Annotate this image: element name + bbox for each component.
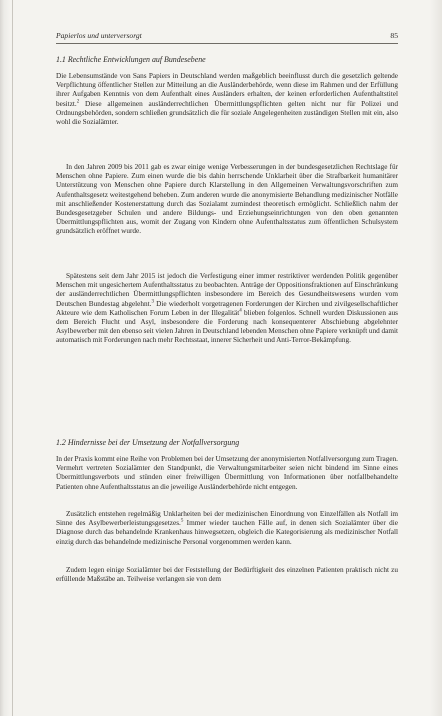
- paragraph-3-text-c: blieben folgenlos. Schnell wurden Diskussionen aus dem Bereich Flucht und Asyl, insbesondere die Forderung nach konsequenterer Abschiebung abgelehnter Asylbewerber mit den ebenso seit vielen Jahren in Deutschland lebenden Menschen ohne Papiere verknüpft und damit automatisch mit Forderungen nach mehr Rechtsstaat, innerer Sicherheit und Anti-Terror-Bekämpfung.: [56, 308, 398, 345]
- paragraph-5-text-a: Zusätzlich entstehen regelmäßig Unklarheiten bei der medizinischen Einordnung von Einzelfällen als Notfall im Sinne des Asylbewerberleistungsgesetzes.: [56, 510, 398, 528]
- header-rule: [56, 43, 398, 44]
- paragraph-3: [56, 272, 398, 346]
- paragraph-3-text-a: Spätestens seit dem Jahr 2015 ist jedoch die Verfestigung einer immer restriktiver werdenden Politik gegenüber Menschen mit ungesichertem Aufenthaltsstatus zu beobachten. Anträge der Oppositionsfraktionen auf Einschränkung der ausländerrechtlichen Übermittlungspflichten insbesondere im Bereich des Gesundheitswesens wurden vom Deutschen Bundestag abgelehnt.: [56, 272, 398, 308]
- scan-edge-line: [12, 0, 13, 716]
- running-header-title: Papierlos und unterversorgt: [56, 31, 142, 40]
- paragraph-5-text-b: Immer wieder tauchen Fälle auf, in denen sich Sozialämter über die Diagnose durch das behandelnde Krankenhaus hinwegsetzen, obgleich die Kategorisierung als medizinischer Notfall einzig durch das behandelnde medizinische Personal vorgenommen werden kann.: [56, 519, 398, 546]
- paragraph-3-text-b: Die wiederholt vorgetragenen Forderungen der Kirchen und zivilgesellschaftlicher Akteure wie dem Katholischen Forum Leben in der Illegalität: [56, 299, 398, 317]
- paragraph-5: [56, 510, 398, 547]
- paragraph-1: [56, 72, 398, 127]
- footnote-marker: 3: [151, 299, 154, 305]
- page-number: 85: [390, 31, 398, 40]
- paragraph-6: Zudem legen einige Sozialämter bei der Feststellung der Bedürftigkeit des einzelnen Patienten praktisch nicht zu erfüllende Maßstäbe an. Teilweise verlangen sie von dem: [56, 566, 398, 584]
- paragraph-4: In der Praxis kommt eine Reihe von Problemen bei der Umsetzung der anonymisierten Notfallversorgung zum Tragen. Vermehrt vertreten Sozialämter den Standpunkt, die Verwaltungsmitarbeiter seien nicht bindend im Sinne eines Übermittlungsverbots und stünden einer freiwilligen Übermittlung von Informationen über notfallbehandelte Patienten ohne Aufenthaltsstatus an die jeweilige Ausländerbehörde nicht entgegen.: [56, 455, 398, 491]
- footnote-marker: 4: [239, 308, 242, 314]
- section-heading-1-1: 1.1 Rechtliche Entwicklungen auf Bundesebene: [56, 55, 206, 64]
- paragraph-1-text-b: Diese allgemeinen ausländerrechtlichen Übermittlungspflichten gelten nicht nur für Polizei und Ordnungsbehörden, sondern schließen grundsätzlich die für soziale Angelegenheiten zuständigen Stellen mit ein, also wohl die Sozialämter.: [56, 99, 398, 127]
- footnote-marker: 5: [180, 518, 184, 524]
- section-heading-1-2: 1.2 Hindernisse bei der Umsetzung der Notfallversorgung: [56, 438, 240, 447]
- running-header: [56, 31, 398, 41]
- paragraph-2: In den Jahren 2009 bis 2011 gab es zwar einige wenige Verbesserungen in der bundesgesetzlichen Rechtslage für Menschen ohne Papiere. Zum einen wurde die bis dahin herrschende Unklarheit über die Strafbarkeit humanitärer Unterstützung von Menschen ohne Papiere durch Klarstellung in den Allgemeinen Verwaltungsvorschriften zum Aufenthaltsgesetz weitestgehend beheben. Zum anderen wurde die anonymisierte Behandlung medizinischer Notfälle mit anschließender Kostenerstattung durch das Sozialamt zumindest theoretisch ermöglicht. Schließlich nahm der Bundesgesetzgeber Schulen und andere Bildungs- und Erziehungseinrichtungen von den oben genannten Übermittlungspflichten aus, womit der Zugang von Kindern ohne Aufenthaltsstatus zum öffentlichen Schulsystem grundsätzlich eröffnet wurde.: [56, 163, 398, 236]
- paragraph-1-text-a: Die Lebensumstände von Sans Papiers in Deutschland werden maßgeblich beeinflusst durch die gesetzlich geltende Verpflichtung öffentlicher Stellen zur Mitteilung an die Ausländerbehörde, wenn diese im Rahmen und der Erfüllung ihrer Aufgaben Kenntnis von dem Aufenthalt eines Ausländers erhalten, der keinen erforderlichen Aufenthaltstitel besitzt.: [56, 72, 398, 108]
- footnote-marker: 2: [76, 99, 80, 105]
